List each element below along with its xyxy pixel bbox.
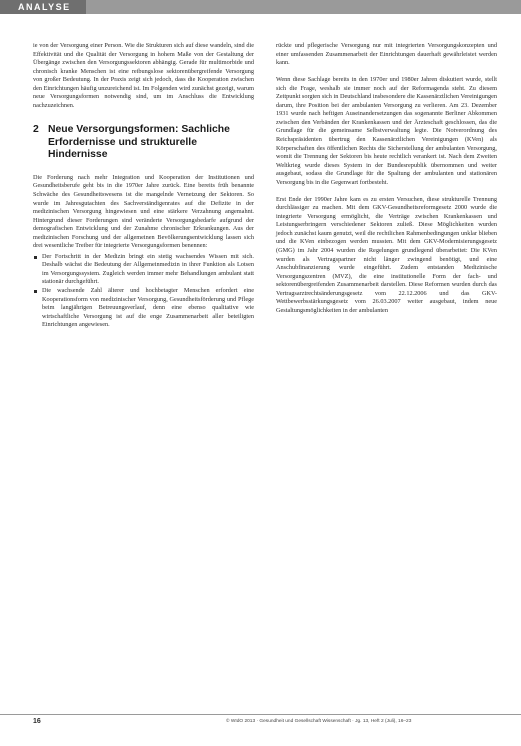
right-column — [276, 42, 497, 315]
section-heading — [33, 124, 254, 162]
section-label: ANALYSE — [0, 0, 86, 14]
paragraph-1: rückte und pflegerische Versorgung nur mit integrierten Versorgungskonzepten und einer umfassenden Zusammenarbeit der Einrichtungen dauerhaft gewährleistet werden kann. — [276, 42, 497, 67]
section-heading-text: Neue Versorgungsformen: Sachliche Erfordernisse und strukturelle Hindernisse — [48, 124, 230, 161]
paragraph-2: Wenn diese Sachlage bereits in den 1970er und 1980er Jahren diskutiert wurde, stellt sich die Frage, weshalb sie immer noch auf der Reformagenda steht. Zu diesem Zeitpunkt sorgten sich in Deutschland insbesondere die Kassenärztlichen Vereinigungen darum, ihre Position bei der ambulanten Versorgung zu verlieren. Am 23. Dezember 1931 wurde nach heftigen Auseinandersetzungen das sogenannte Berliner Abkommen zwischen den Verbänden der Krankenkassen und der Ärzteschaft geschlossen, das die Grundlage für die gemeinsame Selbstverwaltung legte. Die Notverordnung des Reichspräsidenten übertrug den Kassenärztlichen Vereinigungen (KVen) als Körperschaften des öffentlichen Rechts die Sicherstellung der ambulanten Versorgung, womit die Trennung der Sektoren bis heute rechtlich verankert ist. Nach dem Zweiten Weltkrieg wurde dieses System in der Bundesrepublik übernommen und weiter ausgebaut, sodass die Grundlage für die Spaltung der ambulanten und stationären Versorgung bis in die Gegenwart fortbesteht. — [276, 76, 497, 186]
intro-paragraph: ie von der Versorgung einer Person. Wie die Strukturen sich auf diese wandeln, sind die Effektivität und die Qualität der Versorgung in hohem Maße von der Gestaltung der Übergänge zwischen den Versorgungssektoren abhängig. Gerade für multimorbide und chronisch kranke Menschen ist eine reibungslose sektorenübergreifende Versorgung von großer Bedeutung. In der Praxis zeigt sich jedoch, dass die Kooperation zwischen den Einrichtungen häufig unzureichend ist. Im Folgenden wird zunächst gezeigt, warum neue Versorgungsformen notwendig sind, um im Anschluss die Entwicklung nachzuzeichnen. — [33, 42, 254, 109]
bullet-list — [33, 253, 254, 330]
body-paragraph: Die Forderung nach mehr Integration und Kooperation der Institutionen und Gesundheitsberufe geht bis in die 1970er Jahre zurück. Eine bereits früh benannte Schwäche des Gesundheitswesens ist die mangelnde Vernetzung der Sektoren. So wurde im Jahresgutachten des Sachverständigenrates auf die Defizite in der medizinischen Versorgung hingewiesen und eine stärkere Verzahnung angemahnt. Hintergrund dieser Forderungen sind veränderte Versorgungsbedarfe aufgrund der demografischen Entwicklung und der Zunahme chronischer Erkrankungen. Aus der medizinischen Forschung und der allgemeinen Bevölkerungsentwicklung lassen sich drei wesentliche Treiber für integrierte Versorgungsformen benennen: — [33, 173, 254, 250]
footer-citation: © WIdO 2013 · Gesundheit und Gesellschaft Wissenschaft · Jg. 13, Heft 2 (Juli), 16–23 — [226, 719, 412, 724]
left-column — [33, 42, 254, 330]
footer-rule — [0, 714, 521, 715]
section-heading-number: 2 — [33, 124, 39, 136]
bullet-item: Der Fortschritt in der Medizin bringt ein stetig wachsendes Wissen mit sich. Deshalb wächst die Bedeutung der Allgemeinmedizin in ihrer Funktion als Lotsen im Versorgungssystem. Zugleich werden immer mehr Behandlungen ambulant statt stationär durchgeführt. — [33, 253, 254, 287]
paragraph-3: Erst Ende der 1990er Jahre kam es zu ersten Versuchen, diese strukturelle Trennung durchlässiger zu machen. Mit dem GKV-Gesundheitsreformgesetz 2000 wurde die integrierte Versorgung ermöglicht, die Verträge zwischen Krankenkassen und Leistungserbringern verschiedener Sektoren zuließ. Diese Möglichkeiten wurden jedoch zunächst kaum genutzt, weil die rechtlichen Rahmenbedingungen unklar blieben und die KVen einbezogen werden mussten. Mit dem GKV-Modernisierungsgesetz (GMG) im Jahr 2004 wurden die Regelungen grundlegend überarbeitet: Die KVen wurden als Vertragspartner nicht länger zwingend benötigt, und eine Anschubfinanzierung wurde eingeführt. Zudem entstanden Medizinische Versorgungszentren (MVZ), die eine institutionelle Form der fach- und sektorenübergreifenden Zusammenarbeit darstellen. Diese Reformen wurden durch das Vertragsarztrechtsänderungsgesetz vom 22.12.2006 und das GKV-Wettbewerbsstärkungsgesetz vom 26.03.2007 weiter ausgebaut, indem neue Gestaltungsmöglichkeiten in der ambulanten — [276, 195, 497, 314]
page-number: 16 — [33, 718, 41, 725]
bullet-item: Die wachsende Zahl älterer und hochbetagter Menschen erfordert eine Kooperationsform von medizinischer Versorgung, Gesundheitsförderung und Pflege beim langjährigen Betreuungsverlauf, denn eine ebenso qualitative wie wirtschaftliche Versorgung ist auf die enge Zusammenarbeit aller beteiligten Einrichtungen angewiesen. — [33, 287, 254, 330]
